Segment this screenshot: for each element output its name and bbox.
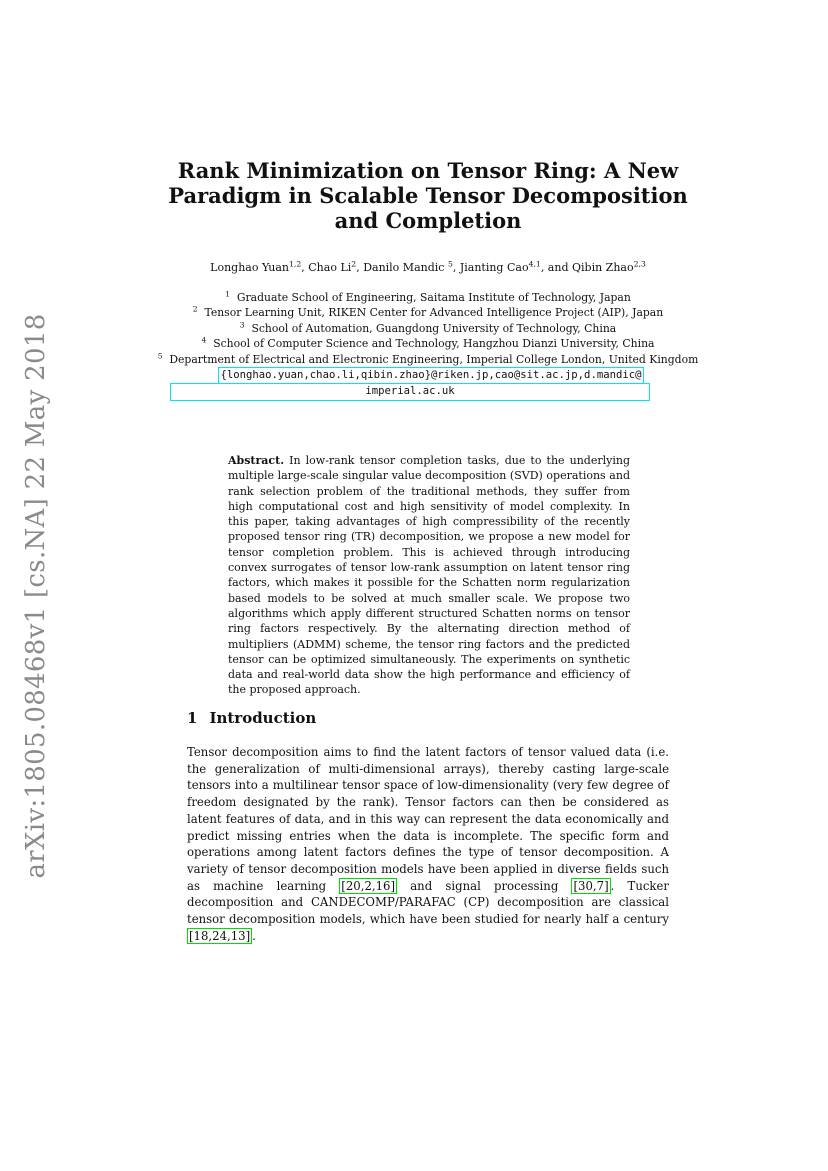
affiliation: $^4$ School of Computer Science and Technology, Hangzhou Dianzi University, China [201,335,655,351]
intro-paragraph: Tensor decomposition aims to find the latent factors of tensor valued data (i.e. the generalization of multi-dimensional arrays), thereby casting large-scale tensors into a multilinear tensor space of low-dimensionality (very few degree of freedom designated by the rank). Tensor factors can then be considered as latent features of data, and in this way can represent the data economically and predict missing entries when the data is incomplete. The specific form and operations among latent factors defines the type of tensor decomposition. A variety of tensor decomposition models have been applied in diverse fields such as machine learning [20,2,16] and signal processing [30,7] . Tucker decomposition and CANDECOMP/PARAFAC (CP) decomposition are classical tensor decomposition models, which have been studied for nearly half a century [18,24,13] . [187,745,669,943]
author: Qibin Zhao$^{2,3}$ [572,259,646,274]
email-link[interactable]: imperial.ac.uk [170,383,650,400]
author: Longhao Yuan$^{1,2}$, [210,259,309,274]
affiliation: $^3$ School of Automation, Guangdong University of Technology, China [239,320,617,335]
affiliation: $^2$ Tensor Learning Unit, RIKEN Center for Advanced Intelligence Project (AIP), Japan [192,304,664,320]
citation-link[interactable]: [30,7] [573,878,609,893]
email-link[interactable]: {longhao.yuan,chao.li,qibin.zhao}@riken.jp,cao@sit.ac.jp,d.mandic@ [218,367,645,384]
paper-title: Rank Minimization on Tensor Ring: A New Paradigm in Scalable Tensor Decomposition and Completion [168,158,688,233]
citation-link[interactable]: [20,2,16] [341,878,396,893]
abstract-label: Abstract. [228,454,285,467]
affiliation: $^1$ Graduate School of Engineering, Saitama Institute of Technology, Japan [225,289,631,304]
arxiv-identifier: arXiv:1805.08468v1 [cs.NA] 22 May 2018 [21,313,51,879]
abstract-text: In low-rank tensor completion tasks, due to the underlying multiple large-scale singular value decomposition (SVD) operations and rank selection problem of the traditional methods, they suffer from high computational cost and high sensitivity of model complexity. In this paper, taking advantages of high compressibility of the recently proposed tensor ring (TR) decomposition, we propose a new model for tensor completion problem. This is achieved through introducing convex surrogates of tensor low-rank assumption on latent tensor ring factors, which makes it possible for the Schatten norm regularization based models to be solved at much smaller scale. We propose two algorithms which apply different structured Schatten norms on tensor ring factors respectively. By the alternating direction method of multipliers (ADMM) scheme, the tensor ring factors and the predicted tensor can be optimized simultaneously. The experiments on synthetic data and real-world data show the high performance and efficiency of the proposed approach. [228,454,630,697]
author: Chao Li$^2$, [308,259,364,274]
section-number: 1 [187,709,198,727]
author: Danilo Mandic $^5$, [363,259,460,274]
author-list [130,261,726,275]
author: Jianting Cao$^{4,1}$, and [459,259,572,274]
section-heading [187,709,316,727]
abstract [228,453,630,698]
section-title: Introduction [209,709,317,727]
affiliation: $^5$ Department of Electrical and Electronic Engineering, Imperial College London, United Kingdom [157,351,699,366]
affiliation-list [150,290,706,401]
citation-link[interactable]: [18,24,13] [189,928,251,943]
